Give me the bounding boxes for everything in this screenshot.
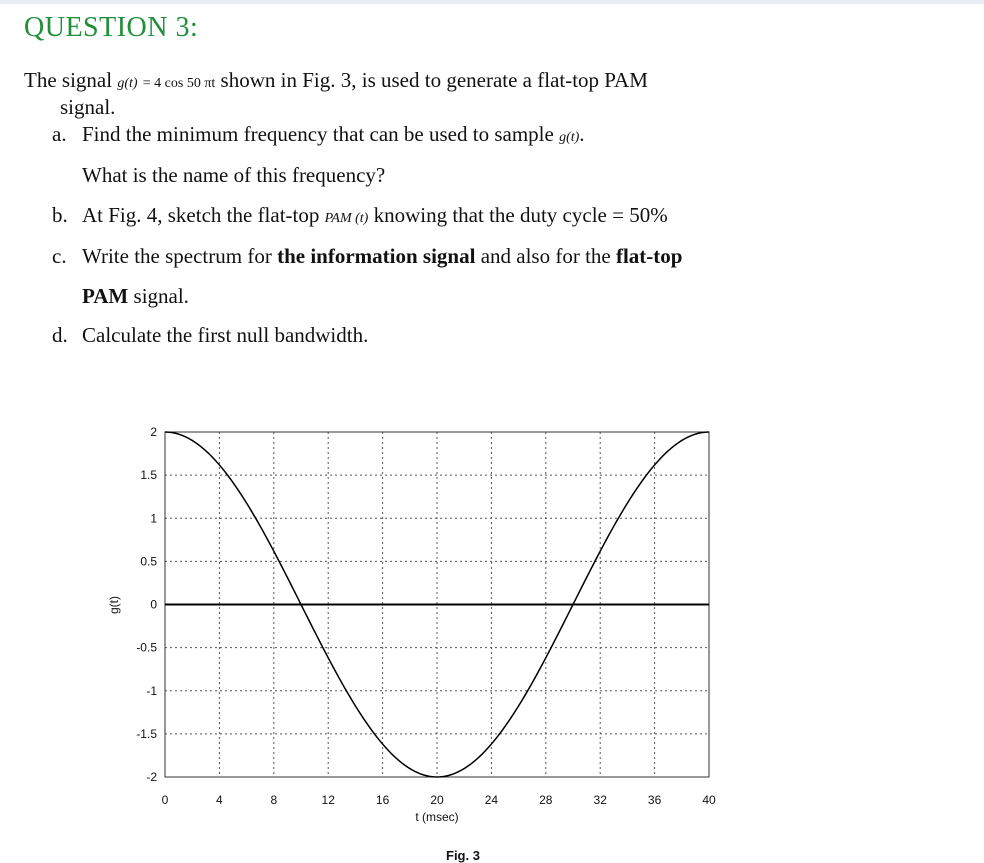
y-tick-label: -0.5	[136, 640, 157, 655]
formula-g: g(t)	[117, 76, 138, 91]
y-tick-label: 0.5	[140, 554, 157, 569]
y-tick-label: -2	[146, 770, 157, 784]
item-b-end: knowing that the duty cycle = 50%	[373, 203, 668, 227]
x-tick-label: 40	[702, 793, 716, 807]
x-tick-label: 32	[593, 793, 607, 807]
x-axis-label: t (msec)	[415, 810, 459, 824]
item-b-text: At Fig. 4, sketch the flat-top	[82, 203, 320, 227]
x-tick-label: 16	[375, 793, 390, 807]
item-c-bold-a: the information signal	[277, 244, 476, 268]
y-tick-label: -1	[146, 683, 157, 698]
y-tick-label: 0	[150, 597, 157, 612]
item-a-end: .	[579, 122, 585, 146]
x-tick-label: 12	[321, 793, 335, 807]
x-tick-label: 8	[270, 793, 278, 807]
item-c-pam: PAM	[82, 284, 129, 308]
x-tick-label: 20	[430, 793, 444, 807]
figure-caption: Fig. 3	[446, 848, 480, 863]
y-tick-label: -1.5	[136, 726, 157, 741]
y-tick-label: 2	[150, 425, 157, 439]
x-tick-label: 28	[539, 793, 553, 807]
item-d-text: Calculate the first null bandwidth.	[82, 323, 369, 347]
intro-prefix: The signal	[24, 68, 113, 92]
item-b-formula: PAM (t)	[324, 211, 369, 226]
item-b-label: b.	[52, 203, 68, 227]
item-d-label: d.	[52, 323, 68, 347]
question-title: QUESTION 3:	[24, 12, 199, 43]
x-tick-label: 0	[161, 793, 169, 807]
item-a-text: Find the minimum frequency that can be used to sample	[82, 122, 554, 146]
item-c-signal: signal.	[133, 284, 189, 308]
y-tick-label: 1	[150, 511, 157, 526]
y-axis-label: g(t)	[107, 596, 121, 614]
item-c-text-b: and also for the	[480, 244, 611, 268]
chart-ticks	[136, 425, 716, 807]
formula-rest: = 4 cos 50 πt	[142, 76, 216, 91]
intro-line-2: signal.	[60, 95, 116, 119]
intro-suffix: shown in Fig. 3, is used to generate a flat-top PAM	[220, 68, 648, 92]
item-a-formula: g(t)	[559, 130, 580, 145]
item-a-label: a.	[52, 122, 67, 146]
y-tick-label: 1.5	[140, 468, 157, 483]
x-tick-label: 36	[647, 793, 662, 807]
item-a-followup: What is the name of this frequency?	[82, 163, 386, 187]
item-c-text-a: Write the spectrum for	[82, 244, 272, 268]
x-tick-label: 4	[216, 793, 223, 807]
item-c-label: c.	[52, 244, 67, 268]
x-tick-label: 24	[484, 793, 499, 807]
item-c-bold-b: flat-top	[615, 244, 683, 268]
